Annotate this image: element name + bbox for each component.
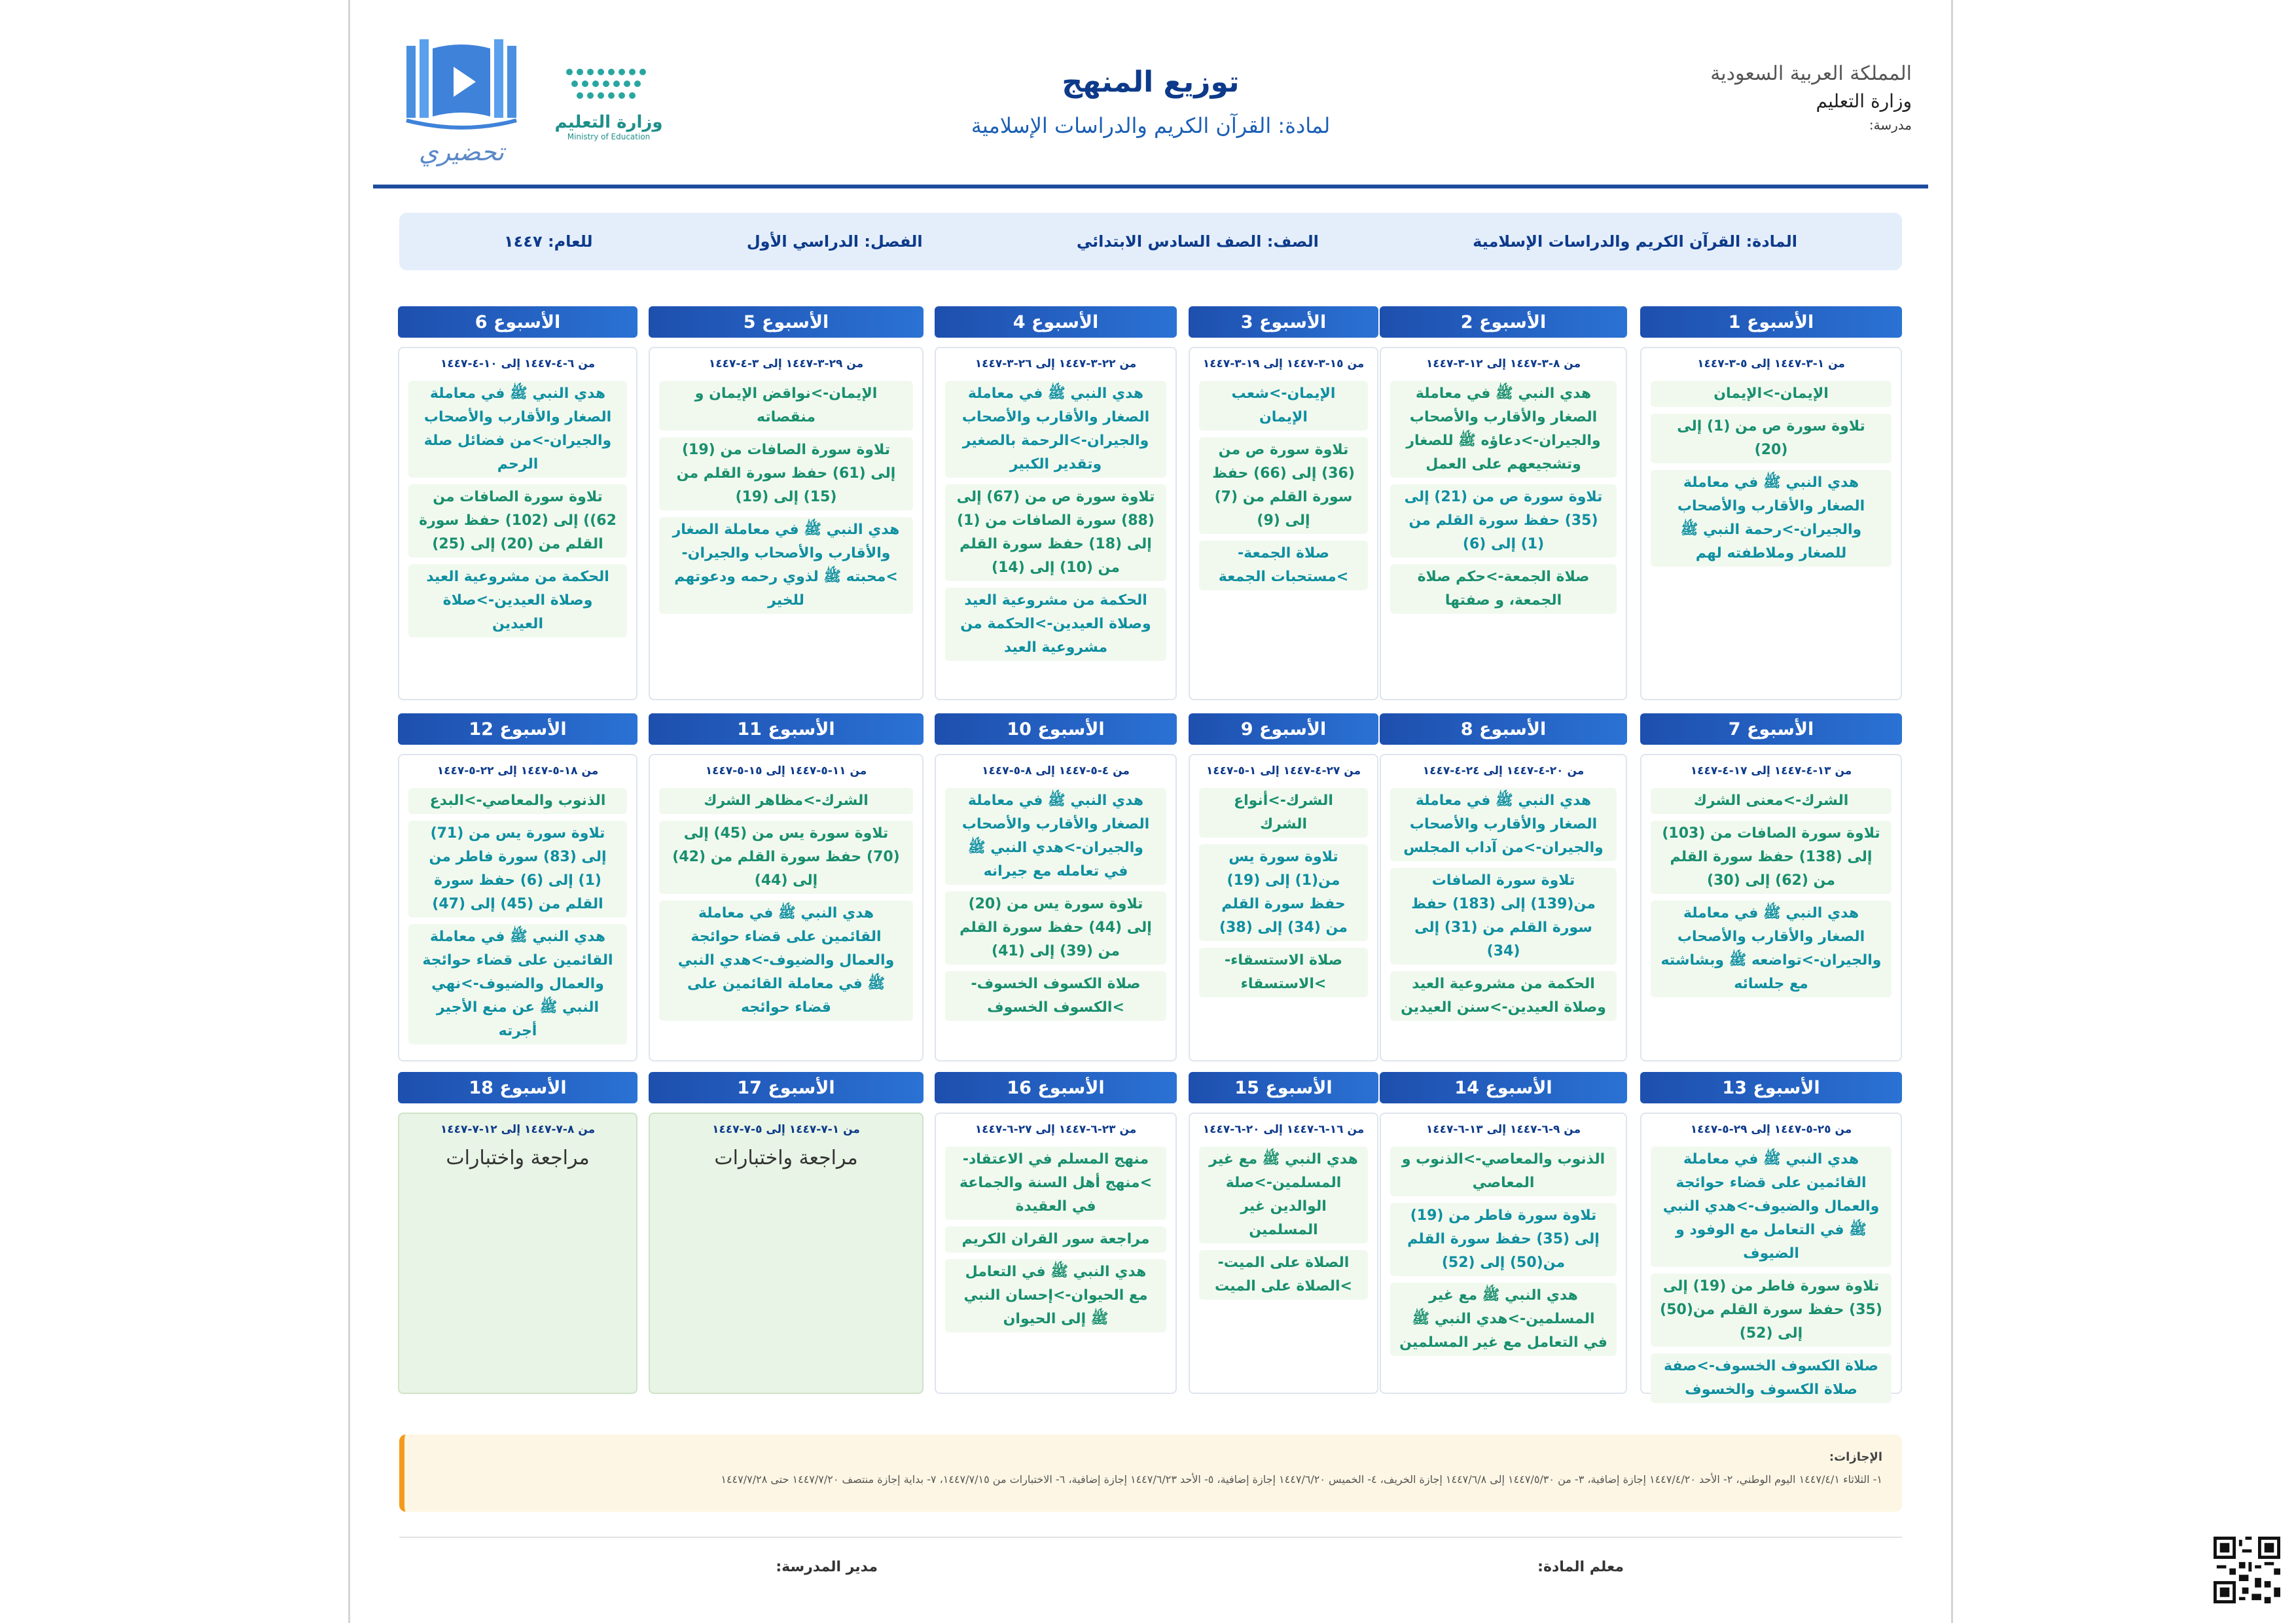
week-title: الأسبوع 8 — [1380, 713, 1627, 745]
lesson-item: تلاوة سورة الصافات من (103) إلى (138) حفظ سورة القلم من (62) إلى (30) — [1651, 821, 1892, 894]
week-dates: من ١١-٥-١٤٤٧ إلى ١٥-٥-١٤٤٧ — [705, 764, 867, 777]
week-dates: من ٢٢-٣-١٤٤٧ إلى ٢٦-٣-١٤٤٧ — [975, 357, 1137, 370]
week-dates: من ٢٥-٥-١٤٤٧ إلى ٢٩-٥-١٤٤٧ — [1690, 1123, 1852, 1136]
week-title: الأسبوع 5 — [649, 306, 924, 338]
week-card — [1380, 306, 1627, 700]
teacher-signature: معلم المادة: — [1537, 1559, 1624, 1575]
document-page — [348, 0, 1953, 1623]
lesson-item: صلاة الاستسقاء->الاستسقاء — [1199, 948, 1368, 997]
lesson-item: هدي النبي ﷺ في معاملة الصغار والأقارب والأصحاب والجيران->رحمة النبي ﷺ للصغار وملاطفته لهم — [1651, 470, 1892, 567]
week-body — [649, 347, 924, 700]
moe-english: Ministry of Education — [567, 132, 651, 141]
week-card — [1189, 1072, 1378, 1394]
week-card — [398, 1072, 637, 1394]
week-title: الأسبوع 6 — [398, 306, 637, 338]
lesson-item: هدي النبي ﷺ في معاملة الصغار والأقارب والأصحاب والجيران->محبته ﷺ لذوي رحمه ودعوتهم للخير — [659, 517, 913, 614]
lesson-item: صلاة الجمعة->حكم صلاة الجمعة، و صفتها — [1390, 564, 1617, 614]
logos — [403, 39, 664, 170]
week-card — [649, 306, 924, 700]
week-dates: من ٢٩-٣-١٤٤٧ إلى ٣-٤-١٤٤٧ — [708, 357, 864, 370]
week-dates: من ١٨-٥-١٤٤٧ إلى ٢٢-٥-١٤٤٧ — [437, 764, 599, 777]
week-body — [1380, 1113, 1627, 1394]
week-body — [649, 1113, 924, 1394]
lesson-item: تلاوة سورة ص من (67) إلى (88) سورة الصافات من (1) إلى (18) حفظ سورة القلم من (10) إلى (14) — [945, 484, 1166, 581]
principal-signature: مدير المدرسة: — [776, 1559, 878, 1575]
week-dates: من ٩-٦-١٤٤٧ إلى ١٣-٦-١٤٤٧ — [1426, 1123, 1581, 1136]
lesson-item: صلاة الكسوف الخسوف->صفة صلاة الكسوف والخسوف — [1651, 1353, 1892, 1403]
week-dates: من ٤-٥-١٤٤٧ إلى ٨-٥-١٤٤٧ — [982, 764, 1130, 777]
week-body — [1640, 347, 1902, 700]
week-card — [1640, 306, 1902, 700]
lesson-item: صلاة الجمعة->مستحبات الجمعة — [1199, 541, 1368, 590]
lesson-item: هدي النبي ﷺ مع غير المسلمين->هدي النبي ﷺ في التعامل مع غير المسلمين — [1390, 1283, 1617, 1356]
lesson-item: مراجعة سور القران الكريم — [945, 1226, 1166, 1253]
week-dates: من ٨-٣-١٤٤٧ إلى ١٢-٣-١٤٤٧ — [1426, 357, 1581, 370]
week-card — [935, 306, 1177, 700]
week-dates: من ٢٣-٦-١٤٤٧ إلى ٢٧-٦-١٤٤٧ — [975, 1123, 1137, 1136]
lesson-item: الحكمة من مشروعية العيد وصلاة العيدين->سنن العيدين — [1390, 971, 1617, 1021]
lesson-item: هدي النبي ﷺ في معاملة الصغار والأقارب والأصحاب والجيران->الرحمة بالصغير وتقدير الكبير — [945, 381, 1166, 478]
week-card — [649, 713, 924, 1061]
weeks-grid — [399, 306, 1902, 1398]
week-card — [1380, 1072, 1627, 1394]
week-title: الأسبوع 10 — [935, 713, 1177, 745]
lesson-item: هدي النبي ﷺ في معاملة القائمين على قضاء حوائجة والعمال والضيوف->نهي النبي ﷺ عن منع الأجير أجرته — [408, 924, 627, 1044]
lesson-item: الإيمان->الإيمان — [1651, 381, 1892, 407]
page-title: توزيع المنهج — [1062, 65, 1240, 99]
week-title: الأسبوع 16 — [935, 1072, 1177, 1103]
lesson-item: تلاوة سورة فاطر من (19) إلى (35) حفظ سورة القلم من(50) إلى (52) — [1651, 1274, 1892, 1347]
info-year: للعام: ١٤٤٧ — [504, 232, 593, 251]
week-title: الأسبوع 2 — [1380, 306, 1627, 338]
week-dates: من ٦-٤-١٤٤٧ إلى ١٠-٤-١٤٤٧ — [440, 357, 596, 370]
week-dates: من ١-٧-١٤٤٧ إلى ٥-٧-١٤٤٧ — [712, 1123, 860, 1136]
info-term: الفصل: الدراسي الأول — [746, 232, 923, 251]
lesson-item: تلاوة سورة يس من (71) إلى (83) سورة فاطر من (1) إلى (6) حفظ سورة القلم من (45) إلى (47) — [408, 821, 627, 918]
lesson-item: الشرك->معنى الشرك — [1651, 788, 1892, 814]
lesson-item: تلاوة سورة الصافات من (19) إلى (61) حفظ سورة القلم من (15) إلى (19) — [659, 437, 913, 510]
week-body — [1189, 1113, 1378, 1394]
info-grade: الصف: الصف السادس الابتدائي — [1076, 232, 1319, 251]
lesson-item: الحكمة من مشروعية العيد وصلاة العيدين->صلاة العيدين — [408, 564, 627, 637]
lesson-item: الشرك->أنواع الشرك — [1199, 788, 1368, 838]
week-title: الأسبوع 17 — [649, 1072, 924, 1103]
lesson-item: هدي النبي ﷺ في التعامل مع الحيوان->إحسان النبي ﷺ إلى الحيوان — [945, 1259, 1166, 1332]
week-title: الأسبوع 4 — [935, 306, 1177, 338]
qr-code — [2214, 1537, 2280, 1603]
review-label: مراجعة واختبارات — [446, 1147, 590, 1169]
week-dates: من ٢٠-٤-١٤٤٧ إلى ٢٤-٤-١٤٤٧ — [1422, 764, 1585, 777]
lesson-item: هدي النبي ﷺ في معاملة الصغار والأقارب والأصحاب والجيران->من آداب المجلس — [1390, 788, 1617, 861]
week-dates: من ٢٧-٤-١٤٤٧ إلى ١-٥-١٤٤٧ — [1206, 764, 1361, 777]
week-title: الأسبوع 14 — [1380, 1072, 1627, 1103]
week-title: الأسبوع 1 — [1640, 306, 1902, 338]
lesson-item: تلاوة سورة الصافات من(139) إلى (183) حفظ سورة القلم من (31) إلى (34) — [1390, 868, 1617, 965]
week-card — [1189, 306, 1378, 700]
week-body — [1380, 347, 1627, 700]
moe-logo — [553, 65, 664, 157]
holidays-title: الإجازات: — [1829, 1450, 1882, 1464]
lesson-item: الذنوب والمعاصي->البدع — [408, 788, 627, 814]
week-dates: من ٨-٧-١٤٤٧ إلى ١٢-٧-١٤٤٧ — [440, 1123, 596, 1136]
week-body — [1640, 1113, 1902, 1398]
moe-dots-icon — [563, 65, 655, 105]
lesson-item: هدي النبي ﷺ في معاملة الصغار والأقارب والأصحاب والجيران->من فضائل صلة الرحم — [408, 381, 627, 478]
lesson-item: هدي النبي ﷺ مع غير المسلمين->صلة الوالدين غير المسلمين — [1199, 1147, 1368, 1243]
week-card — [1189, 713, 1378, 1061]
lesson-item: هدي النبي ﷺ في معاملة الصغار والأقارب والأصحاب والجيران->دعاؤه ﷺ للصغار وتشجيعهم على العمل — [1390, 381, 1617, 478]
week-dates: من ١-٣-١٤٤٧ إلى ٥-٣-١٤٤٧ — [1697, 357, 1845, 370]
header — [350, 0, 1951, 190]
qr-icon — [2214, 1537, 2280, 1603]
tahdiri-logo — [403, 39, 520, 170]
week-body — [398, 347, 637, 700]
lesson-item: الذنوب والمعاصي->الذنوب و المعاصي — [1390, 1147, 1617, 1196]
week-body — [398, 1113, 637, 1394]
header-divider — [373, 185, 1928, 188]
week-dates: من ١٣-٤-١٤٤٧ إلى ١٧-٤-١٤٤٧ — [1690, 764, 1852, 777]
week-body — [1189, 754, 1378, 1061]
week-body — [1640, 754, 1902, 1061]
week-card — [398, 306, 637, 700]
week-card — [935, 713, 1177, 1061]
week-title: الأسبوع 12 — [398, 713, 637, 745]
moe-arabic: وزارة التعليم — [554, 113, 663, 132]
lesson-item: هدي النبي ﷺ في معاملة القائمين على قضاء حوائجة والعمال والضيوف->هدي النبي ﷺ في معاملة القائمين على قضاء حوائجه — [659, 901, 913, 1021]
week-body — [935, 1113, 1177, 1394]
lesson-item: تلاوة سورة يس من(1) إلى (19) حفظ سورة القلم من (34) إلى (38) — [1199, 844, 1368, 941]
lesson-item: منهج المسلم في الاعتقاد->منهج أهل السنة والجماعة في العقيدة — [945, 1147, 1166, 1220]
holidays-box — [399, 1435, 1902, 1512]
week-card — [649, 1072, 924, 1394]
school-label: مدرسة: — [1869, 117, 1912, 133]
lesson-item: تلاوة سورة ص من (21) إلى (35) حفظ سورة القلم من (1) إلى (6) — [1390, 484, 1617, 558]
page-subtitle: لمادة: القرآن الكريم والدراسات الإسلامية — [971, 113, 1331, 138]
week-title: الأسبوع 7 — [1640, 713, 1902, 745]
week-card — [1640, 713, 1902, 1061]
week-body — [935, 754, 1177, 1061]
week-title: الأسبوع 13 — [1640, 1072, 1902, 1103]
week-title: الأسبوع 3 — [1189, 306, 1378, 338]
week-body — [935, 347, 1177, 700]
lesson-item: هدي النبي ﷺ في معاملة الصغار والأقارب والأصحاب والجيران->تواضعه ﷺ وبشاشته مع جلسائه — [1651, 901, 1892, 997]
kingdom-name: المملكة العربية السعودية — [1710, 62, 1912, 85]
week-dates: من ١٦-٦-١٤٤٧ إلى ٢٠-٦-١٤٤٧ — [1202, 1123, 1365, 1136]
lesson-item: الحكمة من مشروعية العيد وصلاة العيدين->الحكمة من مشروعية العيد — [945, 588, 1166, 661]
lesson-item: تلاوة سورة الصافات من 62)) إلى (102) حفظ سورة القلم من (20) إلى (25) — [408, 484, 627, 558]
info-subject: المادة: القرآن الكريم والدراسات الإسلامية — [1473, 232, 1797, 251]
lesson-item: هدي النبي ﷺ في معاملة الصغار والأقارب والأصحاب والجيران->هدي النبي ﷺ في تعامله مع جيرانه — [945, 788, 1166, 885]
lesson-item: الإيمان->نواقض الإيمان و منقصاته — [659, 381, 913, 431]
lesson-item: صلاة الكسوف الخسوف->الكسوف الخسوف — [945, 971, 1166, 1021]
tahdiri-label: تحضيري — [418, 137, 505, 166]
week-body — [1380, 754, 1627, 1061]
lesson-item: تلاوة سورة يس من (20) إلى (44) حفظ سورة القلم من (39) إلى (41) — [945, 891, 1166, 965]
week-card — [1380, 713, 1627, 1061]
review-label: مراجعة واختبارات — [714, 1147, 858, 1169]
week-body — [398, 754, 637, 1061]
week-title: الأسبوع 15 — [1189, 1072, 1378, 1103]
lesson-item: هدي النبي ﷺ في معاملة القائمين على قضاء حوائجة والعمال والضيوف->هدي النبي ﷺ في التعامل مع الوفود و الضيوف — [1651, 1147, 1892, 1267]
week-body — [1189, 347, 1378, 700]
info-bar — [399, 213, 1902, 270]
lesson-item: تلاوة سورة ص من (1) إلى (20) — [1651, 414, 1892, 463]
week-card — [398, 713, 637, 1061]
week-title: الأسبوع 18 — [398, 1072, 637, 1103]
lesson-item: الصلاة على الميت->الصلاة على الميت — [1199, 1250, 1368, 1300]
lesson-item: تلاوة سورة فاطر من (19) إلى (35) حفظ سورة القلم من(50) إلى (52) — [1390, 1203, 1617, 1276]
lesson-item: تلاوة سورة يس من (45) إلى (70) حفظ سورة القلم من (42) إلى (44) — [659, 821, 913, 894]
holidays-text: ١- الثلاثاء ١٤٤٧/٤/١ اليوم الوطني، ٢- الأحد ١٤٤٧/٤/٢٠ إجازة إضافية، ٣- من ١٤٤٧/٥/٣٠ إلى ١٤٤٧/٦/٨ إجازة الخريف، ٤- الخميس ١٤٤٧/٦/٢٠ إجازة إضافية، ٥- الأحد ١٤٤٧/٦/٢٣ إجازة إضافية، ٦- الاختبارات من ١٤٤٧/٧/١٥، ٧- بداية إجازة منتصف ١٤٤٧/٧/٢٠ حتى ١٤٤٧/٧/٢٨ — [721, 1473, 1882, 1486]
ministry-name: وزارة التعليم — [1816, 90, 1912, 112]
week-card — [935, 1072, 1177, 1394]
week-dates: من ١٥-٣-١٤٤٧ إلى ١٩-٣-١٤٤٧ — [1202, 357, 1365, 370]
week-title: الأسبوع 9 — [1189, 713, 1378, 745]
lesson-item: الإيمان->شعب الإيمان — [1199, 381, 1368, 431]
footer-divider — [399, 1537, 1902, 1538]
week-title: الأسبوع 11 — [649, 713, 924, 745]
week-card — [1640, 1072, 1902, 1398]
lesson-item: تلاوة سورة ص من (36) إلى (66) حفظ سورة القلم من (7) إلى (9) — [1199, 437, 1368, 534]
week-body — [649, 754, 924, 1061]
lesson-item: الشرك->مظاهر الشرك — [659, 788, 913, 814]
